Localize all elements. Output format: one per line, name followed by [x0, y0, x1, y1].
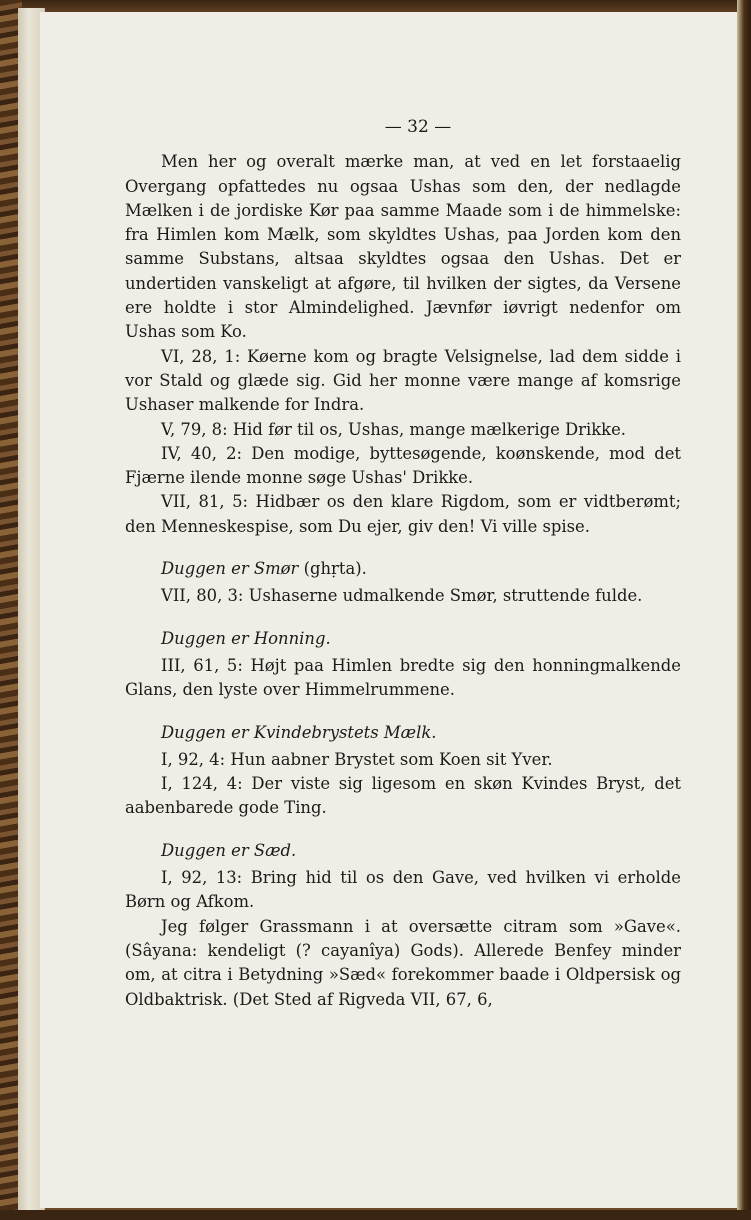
page-content: [125, 115, 681, 1012]
section-heading: [161, 557, 681, 581]
verse-citation: IV, 40, 2: Den modige, byttesøgende, koønskende, mod det Fjærne ilende monne søge Ushas' Drikke.: [125, 443, 681, 488]
paragraph: Jeg følger Grassmann i at oversætte citram som »Gave«. (Sâyana: kendeligt (? cayanîya) Gods). Allerede Benfey minder om, at citra i Betydning »Sæd« forekommer baade i Oldpersisk og Oldbaktrisk. (Det Sted af Rigveda VII, 67, 6,: [125, 916, 681, 1009]
page-number: — 32 —: [384, 117, 452, 137]
verse-citation: III, 61, 5: Højt paa Himlen bredte sig den honningmalkende Glans, den lyste over Himmelrummene.: [125, 655, 681, 700]
section-heading-title: Duggen er Smør: [161, 559, 299, 579]
section-heading: Duggen er Sæd.: [161, 840, 297, 860]
section-heading: Duggen er Kvindebrystets Mælk.: [161, 722, 437, 742]
verse-citation: VI, 28, 1: Køerne kom og bragte Velsignelse, lad dem sidde i vor Stald og glæde sig. Gid her monne være mange af komsrige Ushaser malkende for Indra.: [125, 346, 681, 415]
book-binding-bottom: [0, 1210, 751, 1220]
section-heading: Duggen er Honning.: [161, 628, 331, 648]
verse-citation: VII, 81, 5: Hidbær os den klare Rigdom, som er vidtberømt; den Menneskespise, som Du ejer, giv den! Vi ville spise.: [125, 492, 681, 536]
verse-citation: I, 92, 13: Bring hid til os den Gave, ved hvilken vi erholde Børn og Afkom.: [125, 868, 681, 912]
verse-citation: VII, 80, 3: Ushaserne udmalkende Smør, struttende fulde.: [161, 586, 643, 606]
verse-citation: I, 124, 4: Der viste sig ligesom en skøn Kvindes Bryst, det aabenbarede gode Ting.: [125, 774, 681, 818]
section-heading-suffix: (ghṛta).: [303, 559, 367, 579]
paragraph: Men her og overalt mærke man, at ved en let forstaaelig Overgang opfattedes nu ogsaa Ushas som den, der nedlagde Mælken i de jordiske Kør paa samme Maade som i de himmelske: fra Himlen kom Mælk, som skyldtes Ushas, paa Jorden kom den samme Substans, altsaa skyldtes ogsaa den Ushas. Det er undertiden vanskeligt at afgøre, til hvilken der sigtes, da Versene ere holdte i stor Almindelighed. Jævnfør iøvrigt nedenfor om Ushas som Ko.: [125, 152, 681, 342]
verse-citation: I, 92, 4: Hun aabner Brystet som Koen sit Yver.: [161, 749, 553, 769]
book-binding-top: [0, 0, 751, 12]
book-edge-right: [737, 0, 751, 1220]
verse-citation: V, 79, 8: Hid før til os, Ushas, mange mælkerige Drikke.: [161, 419, 626, 439]
